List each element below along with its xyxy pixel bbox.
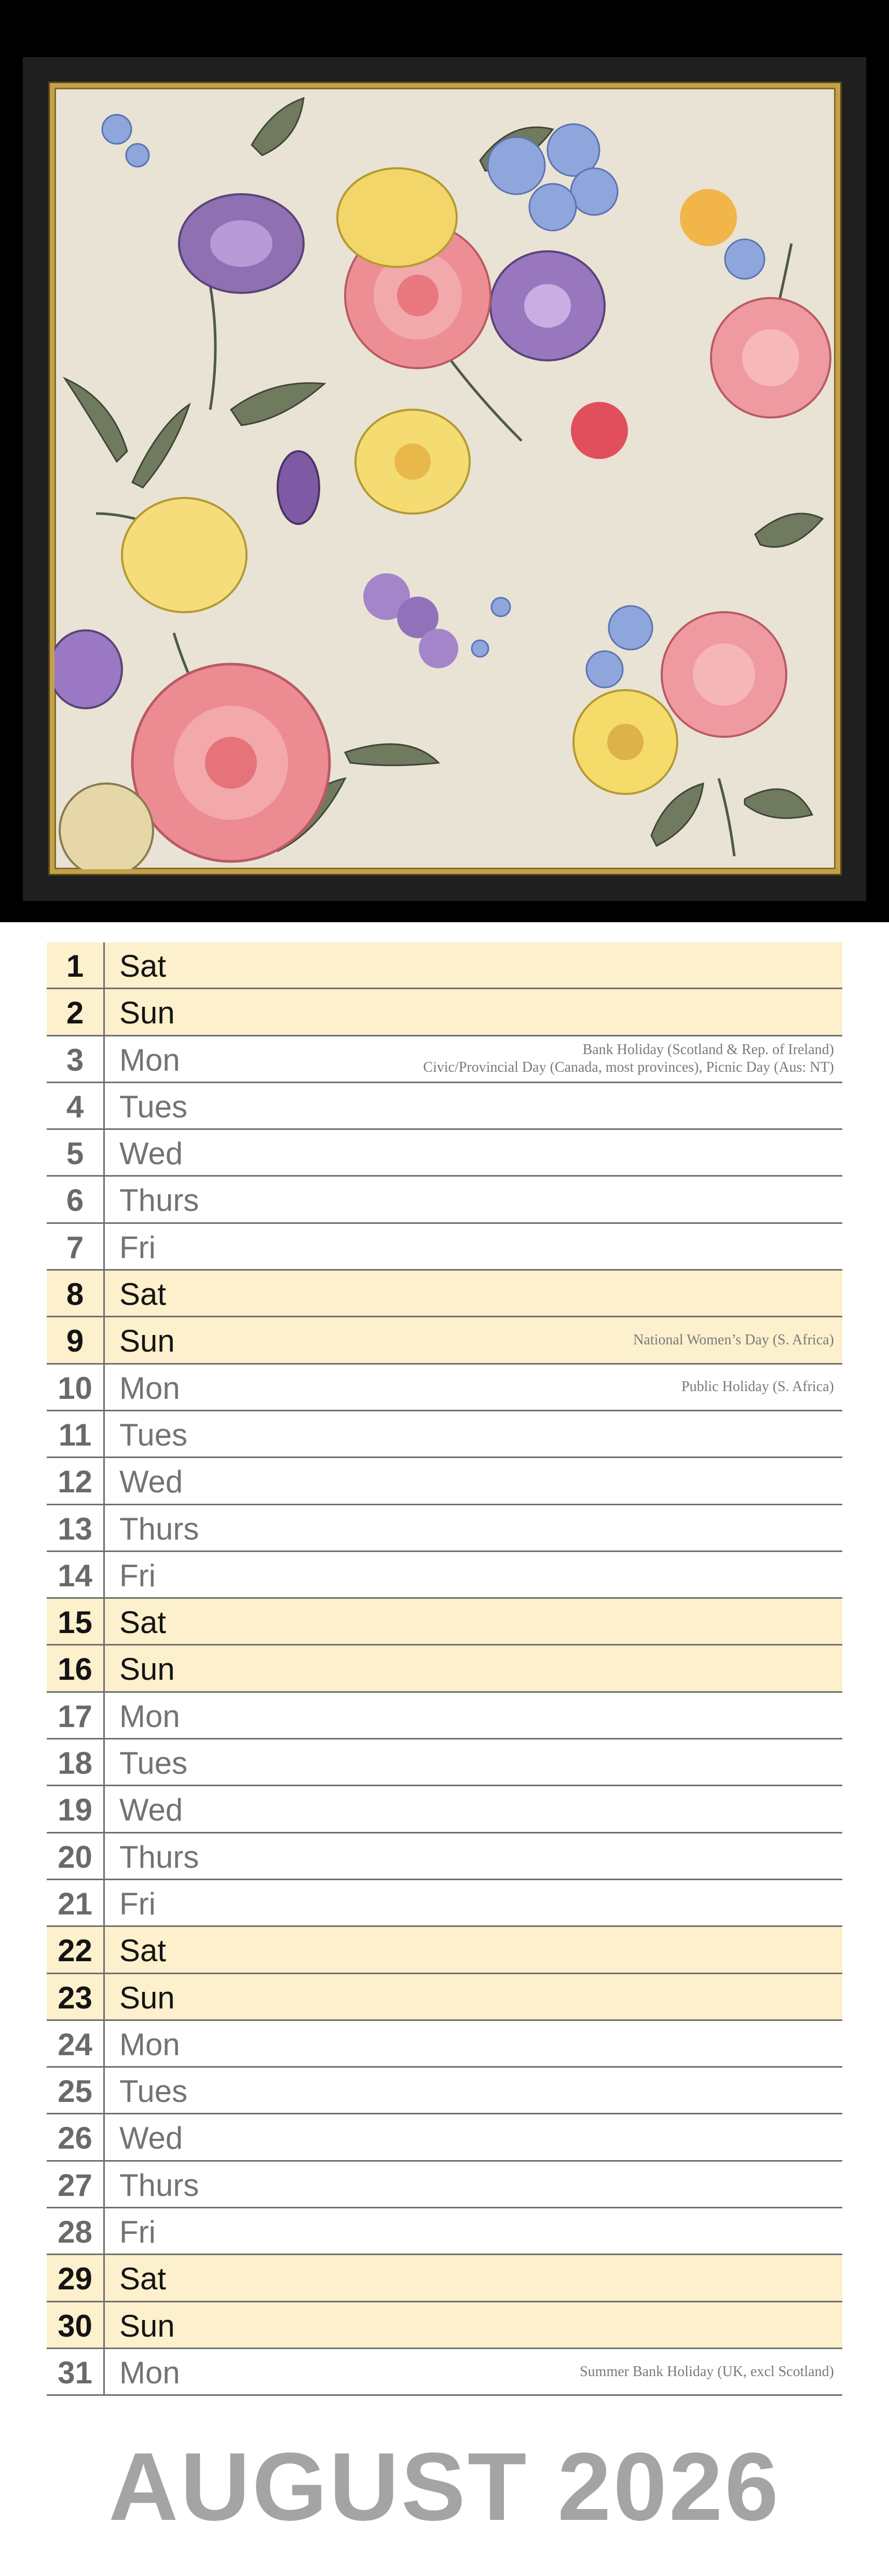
calendar-row[interactable] xyxy=(47,2162,842,2208)
day-name: Tues xyxy=(119,2074,188,2109)
date-number: 29 xyxy=(47,2255,105,2300)
holiday-note xyxy=(580,2349,834,2394)
calendar-row[interactable] xyxy=(47,1365,842,1411)
day-name: Sun xyxy=(119,995,175,1031)
date-number: 8 xyxy=(47,1271,105,1316)
date-number: 20 xyxy=(47,1833,105,1879)
date-number: 16 xyxy=(47,1646,105,1691)
calendar-row[interactable] xyxy=(47,2349,842,2396)
day-name: Sat xyxy=(119,1933,167,1968)
calendar-row[interactable] xyxy=(47,1786,842,1833)
calendar-row[interactable] xyxy=(47,2068,842,2114)
date-number: 26 xyxy=(47,2114,105,2160)
date-number: 23 xyxy=(47,1974,105,2019)
calendar-row[interactable] xyxy=(47,1271,842,1317)
calendar-row[interactable] xyxy=(47,1130,842,1177)
date-number: 28 xyxy=(47,2208,105,2254)
purple-flower-icon xyxy=(54,194,605,708)
date-number: 27 xyxy=(47,2162,105,2207)
calendar-row[interactable] xyxy=(47,1505,842,1552)
day-name: Wed xyxy=(119,1464,183,1500)
day-name: Thurs xyxy=(119,1183,199,1218)
day-name: Fri xyxy=(119,1886,156,1921)
month-title: AUGUST 2026 xyxy=(108,2433,781,2541)
day-name: Fri xyxy=(119,1558,156,1593)
holiday-note-line: Summer Bank Holiday (UK, excl Scotland) xyxy=(580,2363,834,2380)
calendar-row[interactable] xyxy=(47,1739,842,1786)
day-name: Tues xyxy=(119,1746,188,1781)
day-name: Sat xyxy=(119,1605,167,1640)
date-number: 5 xyxy=(47,1130,105,1175)
calendar-row[interactable] xyxy=(47,2021,842,2068)
holiday-note xyxy=(681,1365,834,1410)
day-name: Thurs xyxy=(119,1511,199,1546)
day-name: Sun xyxy=(119,1652,175,1687)
day-name: Mon xyxy=(119,1698,180,1734)
calendar-row[interactable] xyxy=(47,1177,842,1223)
calendar-row[interactable] xyxy=(47,1411,842,1458)
date-number: 1 xyxy=(47,942,105,988)
calendar-row[interactable] xyxy=(47,2302,842,2349)
calendar-row[interactable] xyxy=(47,1036,842,1083)
date-number: 10 xyxy=(47,1365,105,1410)
date-number: 6 xyxy=(47,1177,105,1222)
day-name: Mon xyxy=(119,1042,180,1077)
date-number: 30 xyxy=(47,2302,105,2348)
day-name: Sun xyxy=(119,2308,175,2343)
day-name: Sat xyxy=(119,2261,167,2297)
calendar-row[interactable] xyxy=(47,1458,842,1505)
date-number: 11 xyxy=(47,1411,105,1456)
day-name: Fri xyxy=(119,1230,156,1265)
date-number: 21 xyxy=(47,1880,105,1925)
calendar-row[interactable] xyxy=(47,1833,842,1880)
day-name: Thurs xyxy=(119,2167,199,2203)
day-name: Sun xyxy=(119,1980,175,2015)
date-number: 19 xyxy=(47,1786,105,1831)
calendar-row[interactable] xyxy=(47,1224,842,1271)
calendar-grid xyxy=(47,942,842,2396)
date-number: 22 xyxy=(47,1927,105,1972)
day-name: Tues xyxy=(119,1417,188,1452)
date-number: 31 xyxy=(47,2349,105,2394)
holiday-note-line: Public Holiday (S. Africa) xyxy=(681,1379,834,1395)
floral-artwork xyxy=(50,83,840,874)
date-number: 4 xyxy=(47,1083,105,1128)
calendar-row[interactable] xyxy=(47,1880,842,1927)
calendar-row[interactable] xyxy=(47,1599,842,1646)
date-number: 25 xyxy=(47,2068,105,2113)
holiday-note xyxy=(633,1317,834,1363)
day-name: Sun xyxy=(119,1324,175,1359)
date-number: 18 xyxy=(47,1739,105,1785)
calendar-row[interactable] xyxy=(47,1693,842,1739)
day-name: Sat xyxy=(119,1277,167,1312)
calendar-row[interactable] xyxy=(47,1552,842,1599)
calendar-row[interactable] xyxy=(47,1646,842,1692)
holiday-note xyxy=(423,1036,834,1082)
day-name: Mon xyxy=(119,1370,180,1406)
day-name: Thurs xyxy=(119,1839,199,1874)
date-number: 3 xyxy=(47,1036,105,1082)
date-number: 24 xyxy=(47,2021,105,2066)
date-number: 15 xyxy=(47,1599,105,1644)
calendar-row[interactable] xyxy=(47,2208,842,2255)
date-number: 14 xyxy=(47,1552,105,1597)
day-name: Sat xyxy=(119,949,167,983)
date-number: 7 xyxy=(47,1224,105,1269)
day-name: Wed xyxy=(119,1136,183,1171)
day-name: Tues xyxy=(119,1089,188,1124)
date-number: 12 xyxy=(47,1458,105,1503)
date-number: 17 xyxy=(47,1693,105,1738)
calendar-row[interactable] xyxy=(47,1317,842,1364)
calendar-row[interactable] xyxy=(47,1974,842,2021)
date-number: 13 xyxy=(47,1505,105,1550)
calendar-row[interactable] xyxy=(47,2114,842,2161)
day-name: Mon xyxy=(119,2027,180,2062)
calendar-row[interactable] xyxy=(47,989,842,1036)
calendar-row[interactable] xyxy=(47,942,842,989)
holiday-note-line: National Women’s Day (S. Africa) xyxy=(633,1332,834,1348)
calendar-row[interactable] xyxy=(47,1927,842,1974)
day-name: Mon xyxy=(119,2355,180,2390)
day-name: Wed xyxy=(119,1792,183,1828)
date-number: 2 xyxy=(47,989,105,1034)
calendar-row[interactable] xyxy=(47,1083,842,1130)
day-name: Wed xyxy=(119,2121,183,2156)
date-number: 9 xyxy=(47,1317,105,1363)
holiday-note-line: Civic/Provincial Day (Canada, most provinces), Picnic Day (Aus: NT) xyxy=(423,1059,834,1076)
day-name: Fri xyxy=(119,2215,156,2250)
calendar-row[interactable] xyxy=(47,2255,842,2302)
holiday-note-line: Bank Holiday (Scotland & Rep. of Ireland) xyxy=(582,1042,834,1058)
